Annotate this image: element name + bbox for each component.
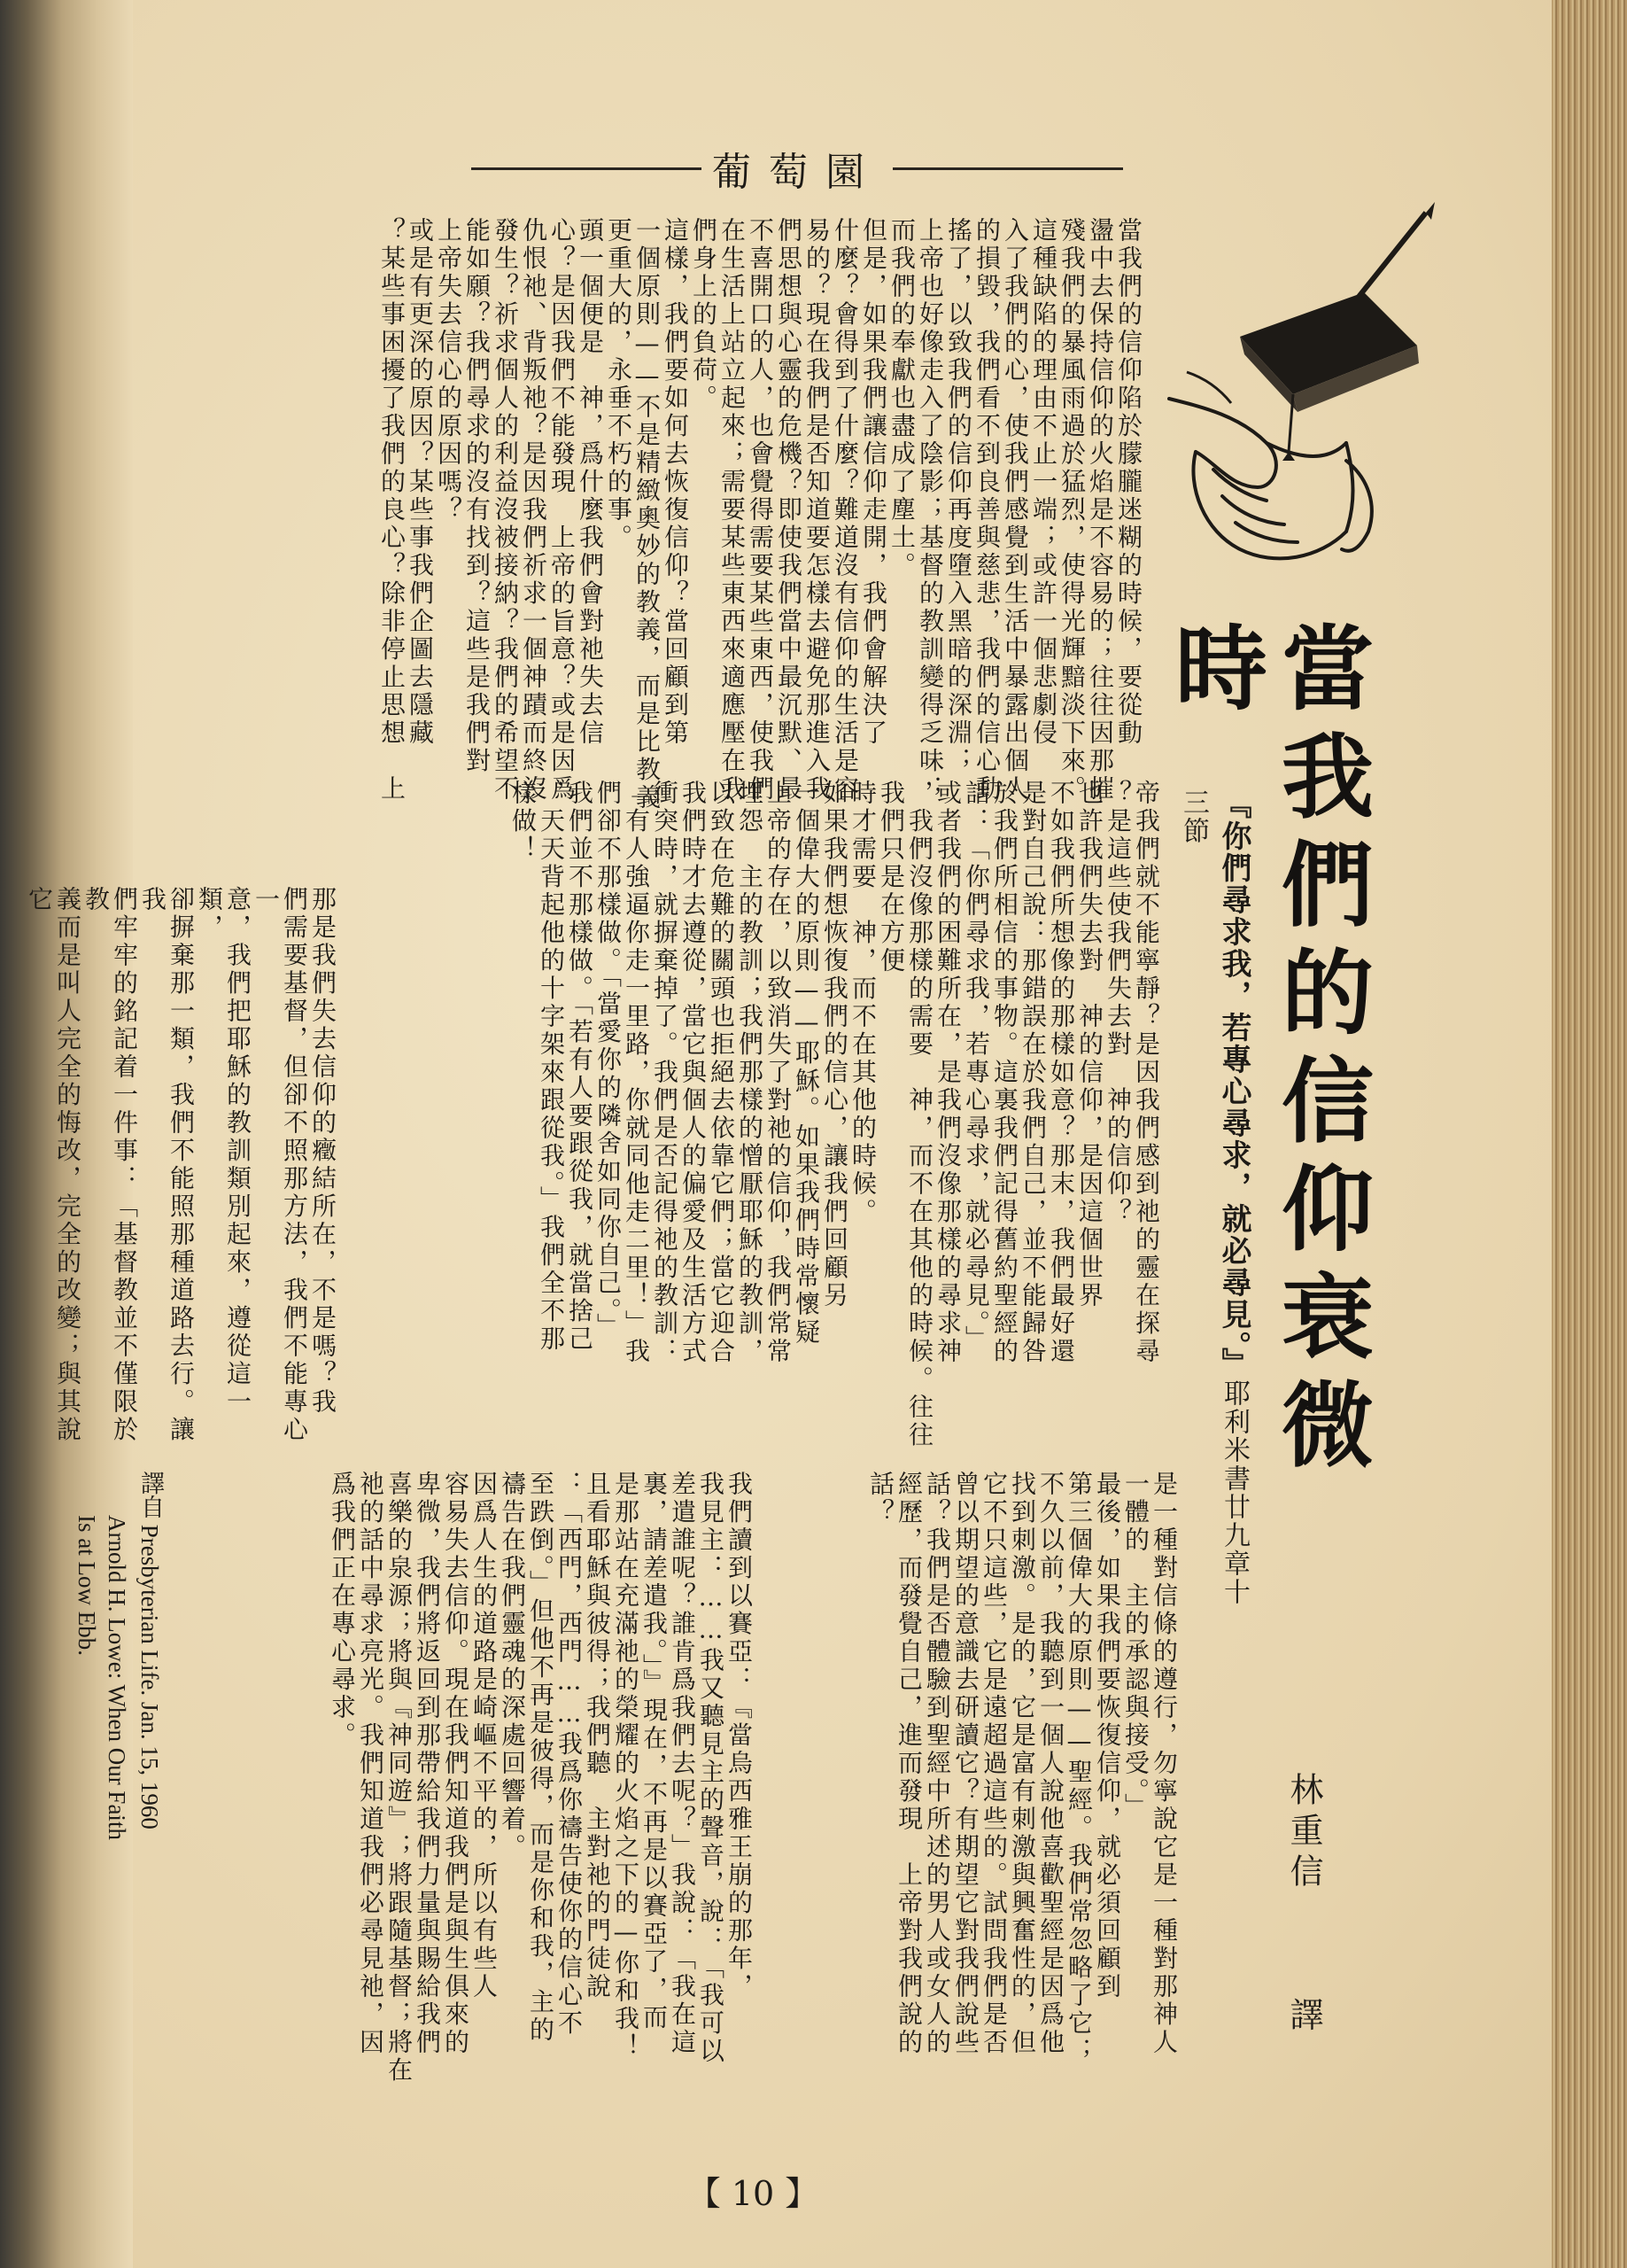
text-line: 話？我們是否體驗到聖經中所述的男人或女人的 [923, 1471, 952, 2057]
text-line: 發生？祈求個人的利益沒被接納？我們的希望不 [491, 217, 520, 804]
text-line: 如果我們想恢復我們的信心，讓我們回顧另 [820, 780, 849, 1310]
text-line: 意，我們把耶穌的教訓類別起來，遵從這一類， [195, 886, 252, 1417]
text-line: 我們讀到以賽亞：『當烏西雅王崩的那年， [724, 1471, 754, 2001]
text-line: 的損毀，我們看不到良善與慈悲，我們的信心動 [972, 217, 1002, 804]
text-line: 是那站在充滿祂的榮耀的火焰之下的—你和我！ [611, 1471, 640, 2062]
text-line: 「有人強逼你走一里路，你就同他走二里！」我 [622, 780, 651, 1366]
article-title: 當我們的信仰衰微時 [1159, 620, 1375, 1485]
source-note [133, 1471, 167, 2162]
text-line: 是對自己說：那錯誤在於我們自己，並不能歸咎 [1019, 780, 1048, 1366]
text-line: 當我們的信仰陷於朦朧迷糊的時候，要從動 [1114, 217, 1143, 748]
text-line: 我們並不那樣做。「若有人要跟從我，就當捨己 [565, 780, 594, 1354]
text-line: ，我們沒像那樣的需要 神，而不在其他的時候。往往我們只是在方便 [877, 780, 934, 1449]
text-line: 不如我們所想像的那樣如意？那末，我們最好還 [1047, 780, 1076, 1366]
column-lower-right [753, 1471, 1178, 2153]
column-middle [337, 780, 1160, 1453]
page-number: 【 10 】 [686, 2174, 819, 2213]
text-line: 卑微，我們將返回到那帶給我們力量與賜給我們 [413, 1471, 442, 2057]
text-line: 不喜開口的人，也會覺得需要某些東西，使我們 [746, 217, 775, 804]
source-note-label: 譯自 [136, 1471, 164, 1518]
epigraph [1178, 788, 1256, 1612]
text-line: 埋怨 主的教訓；我們那樣的憎厭耶穌的教訓， [735, 780, 764, 1366]
text-line: 搖了，以致我們的信仰再度墮入黑暗的深淵； [944, 217, 973, 775]
text-line: 曾以期望的意識去研讀它？有期望它對我們說些 [951, 1471, 980, 2057]
text-line: 至跌倒。」但他不再是彼得，而是你和我，主的 [526, 1471, 555, 2045]
text-line: 而我們的奉獻也盡成了塵土。 [887, 217, 917, 580]
text-line: 這種缺陷的理由不止一端；或許一個悲劇侵 [1029, 217, 1058, 748]
text-line: 話：「你們尋求我，若專心尋求，就必尋見。」 [962, 780, 991, 1354]
epigraph-source: 耶利米書廿九章十三節 [1178, 788, 1250, 1606]
text-line: 衝突時，就摒棄掉了。我們是否記得祂的教訓： [650, 780, 679, 1366]
header-rule-right [893, 167, 1123, 170]
text-line: 爲我們正在專心尋求。 [328, 1471, 357, 1750]
text-line: 我們時才去遵從，當它與個人的偏愛及生活方式 [678, 780, 708, 1366]
text-line: ？某些事困擾了我們的良心？除非停止思想 上 [377, 217, 407, 804]
header-title: 葡萄園 [712, 150, 882, 195]
text-line: 是一種對信條的遵行，勿寧說它是一種對那神人 [1150, 1471, 1179, 2057]
text-line: 入了我們的心，使我們感覺到生活中暴露出個人 [1001, 217, 1030, 804]
text-line: 樣做！ [508, 780, 538, 864]
text-line: 頭一個便是 神，爲什麼我們會對祂失去信 [576, 217, 605, 748]
text-line: 容易失去信仰。現在我們知道我們是與生俱來的 [441, 1471, 470, 2057]
text-line: 心？是因我們不能發現 上帝的旨意？或是因爲 [547, 217, 577, 804]
text-line: 們思想與心靈的危機？即使我們當中最沉默、最 [774, 217, 803, 804]
text-line: ，天天背起他的十字架來跟從我。」我們全不那 [537, 780, 566, 1354]
text-line: 在生活上站立起來；需要某些東西來適應壓在我 [717, 217, 747, 804]
text-line: 殘我們的暴風雨過於猛烈，使得光輝黯淡下來。 [1058, 217, 1087, 804]
text-line: 一體的 主的承認與接受。」 [1121, 1471, 1151, 1821]
text-line: 仇恨祂、背叛祂？是因我們祈求一個神蹟而終沒 [519, 217, 548, 804]
text-line: 不久以前，我聽到一個人說他喜歡聖經是因爲他 [1036, 1471, 1065, 2057]
text-line: 上帝也好像走入了陰影；基督的教訓變得乏味； [916, 217, 945, 804]
hand-book-illustration-icon [1134, 195, 1435, 585]
column-lower-middle [257, 1471, 753, 2153]
text-line: 或者我們的困難所在，是我們沒像那樣的尋求神 [934, 780, 963, 1366]
text-line: 這樣，我們要如何去恢復信仰？當回顧到第 [661, 217, 690, 748]
text-line: 以致在危難的關頭也拒絕去依靠它們；當它迎合 [707, 780, 736, 1366]
epigraph-quote: 『你們尋求我，若專心尋求，就必尋見。』 [1216, 788, 1251, 1379]
text-line: 們需要基督，但卻不照那方法，我們不能專心一 [252, 886, 309, 1444]
text-line: 盪中去保持信仰的火焰是不容易的；往往因那摧 [1086, 217, 1115, 804]
page-edges [1552, 0, 1627, 2268]
text-line: 祂的話中尋求亮光。我們知道我們必尋見祂，因 [356, 1471, 385, 2057]
text-line: 那是我們失去信仰的癥結所在，不是嗎？我 [308, 886, 337, 1417]
source-note-line3: Is at Low Ebb. [74, 1515, 100, 1656]
text-line: 一個原則——不是精緻奧妙的教義，而是比教義 [632, 217, 662, 812]
text-line: 們牢牢的銘記着一件事：「基督教並不僅限於教 [81, 886, 139, 1444]
text-line: 第三個偉大的原則——聖經。我們常忽略了它； [1065, 1471, 1094, 2066]
text-line: 也許我們失去對 神的信仰，是因這個世界 [1075, 780, 1104, 1310]
text-line: 話？ [866, 1471, 895, 1526]
column-left [25, 886, 337, 1453]
text-line: ：「西門，西門……我爲你禱告使你的信心不 [554, 1471, 584, 2038]
text-line: 喜樂的泉源；將與『神同遊』；將跟隨基督；將在 [384, 1471, 414, 2085]
translator-byline [1275, 1772, 1329, 2038]
header-rule-left [471, 167, 701, 170]
bleed-through [1461, 53, 1494, 1116]
source-note-2 [103, 1515, 130, 2171]
text-line: 一個偉大的原則——耶穌。如果我們時常懷疑 [792, 780, 821, 1347]
text-line: 但是，如果我們讓信仰走開，我們會解決了 [859, 217, 888, 748]
text-line: 時才需要 神，而不在其他的時候。 [848, 780, 878, 1226]
text-line: 且看耶穌與彼得；我們聽 主對祂的門徒說 [583, 1471, 612, 2001]
source-note-line1: Presbyterian Life. Jan. 15, 1960 [136, 1524, 163, 1829]
text-line: 能如願？我們尋求的沒有找到？這些是我們對 [462, 217, 492, 775]
text-line: 更重大的，永垂不朽的事。 [604, 217, 633, 552]
running-header [461, 142, 1134, 195]
source-note-line2: Arnold H. Lowe: When Our Faith [104, 1515, 130, 1840]
text-line: 上帝的存在，以致消失了對祂的信仰，我們常常 [763, 780, 793, 1366]
text-line: ？是這些使我們失去對 神的信仰？ [1104, 780, 1133, 1226]
text-line: 們身上的負荷。 [689, 217, 718, 413]
text-line: 找到刺激。是的，它是富有刺激與興奮性的，但 [1008, 1471, 1037, 2057]
source-note-3 [73, 1515, 100, 2171]
text-line: 們卻不那樣做。「當愛你的隣舍如同你自己。」 [593, 780, 623, 1341]
text-line: 或是有更深的原因？某些事我們企圖去隱藏 [406, 217, 435, 748]
text-line: 禱告在我們靈魂的深處回響着。 [498, 1471, 527, 1861]
text-line: 易的？現在我們是否知道要怎樣去避免那進入我 [802, 217, 832, 804]
text-line: 因爲人生的道路是崎嶇不平的，所以有些人 [469, 1471, 499, 2001]
text-line: 最後，如果我們要恢復信仰，就必須回顧到 [1093, 1471, 1122, 2001]
translator-name: 林重信 [1284, 1772, 1323, 1894]
text-line: 上帝失去信心的原因嗎？ [434, 217, 463, 524]
text-line: 義而是叫人完全的悔改，完全的改變；與其說它 [25, 886, 82, 1444]
text-line: 經歷，而發覺自己，進而發現 上帝對我們說的 [895, 1471, 924, 2057]
text-line: 差遣誰呢？誰肯爲我們去呢？」我說：「我在這 [668, 1471, 697, 2057]
text-line: 卻摒棄那一類，我們不能照那種道路去行。讓我 [138, 886, 196, 1444]
text-line: 我見主：……我又聽見主的聲音，說：「我可以 [696, 1471, 725, 2066]
text-line: 它不只這些，它是遠超過這些的。試問我們是否 [980, 1471, 1009, 2057]
text-line: 帝我們就不能寧靜？是因我們感到祂的靈在探尋 [1132, 780, 1161, 1366]
text-line: 於我們所相信的事物。這裏我們記得舊約聖經的 [990, 780, 1019, 1366]
translator-role: 譯 [1284, 1997, 1323, 2038]
text-line: 裏，請差遣我。」』現在，不再是以賽亞了，而 [639, 1471, 669, 2032]
text-line: 什麼？會得到了什麼？難道沒有信仰的生活是容 [831, 217, 860, 804]
